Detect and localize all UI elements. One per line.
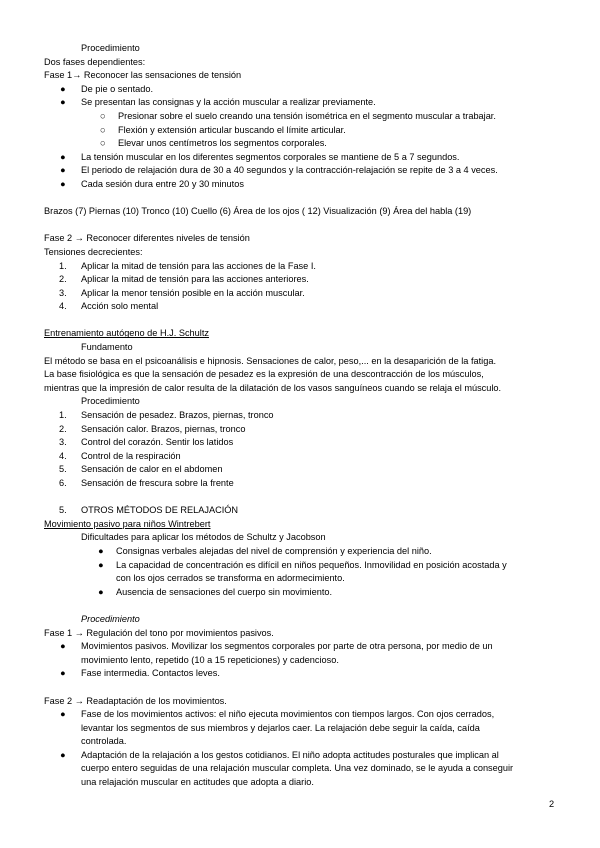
list-item: ● La capacidad de concentración es difícil en niños pequeños. Inmovilidad en posición acostada y con los ojos cerrados se transforma en adormecimiento. bbox=[98, 559, 507, 584]
numbered-item: 3. Aplicar la menor tensión posible en la acción muscular. bbox=[59, 287, 305, 298]
phase2-heading: Fase 2 → Readaptación de los movimientos. bbox=[44, 695, 227, 706]
circle-bullet-icon: ○ bbox=[100, 124, 106, 135]
bullet-icon: ● bbox=[60, 151, 66, 162]
section-title: 5. OTROS MÉTODOS DE RELAJACIÓN bbox=[59, 505, 239, 516]
bullet-icon: ● bbox=[60, 668, 66, 679]
bullet-icon: ● bbox=[60, 178, 66, 189]
paragraph-line: mientras que la impresión de calor resulta de la dilatación de los vasos sanguíneos cuando se relaja el músculo. bbox=[44, 382, 502, 393]
numbered-item: 3. Control del corazón. Sentir los latidos bbox=[59, 437, 234, 448]
procedure-heading: Procedimiento bbox=[81, 43, 140, 53]
procedure-heading: Procedimiento bbox=[81, 396, 140, 407]
sub-list-item: ○ Elevar unos centímetros los segmentos corporales. bbox=[44, 137, 556, 151]
bullet-icon: ● bbox=[98, 559, 104, 570]
decreasing-tensions-label: Tensiones decrecientes: bbox=[44, 246, 143, 257]
list-item: ● Movimientos pasivos. Movilizar los segmentos corporales por parte de otra persona, por medio de un movimiento lento, repetido (10 a 15 repeticiones) y cadencioso. bbox=[60, 641, 493, 665]
numbered-item: 5. Sensación de calor en el abdomen bbox=[59, 464, 223, 475]
paragraph-line: La base fisiológica es que la sensación de pesadez es la expresión de una descontracción de los músculos, bbox=[44, 369, 484, 380]
sub-list-item: ○ Presionar sobre el suelo creando una tensión isométrica en el segmento muscular a trabajar. bbox=[44, 110, 556, 124]
numbered-item: 1. Sensación de pesadez. Brazos, piernas, tronco bbox=[59, 410, 274, 421]
wintrebert-subtitle: Movimiento pasivo para niños Wintrebert bbox=[44, 518, 211, 529]
list-item: ● Fase de los movimientos activos: el niño ejecuta movimientos con tiempos largos. Con ojos cerrados, levantar los segmentos de sus miembros y dejarlos caer. La relajación debe seguir la caída, caída controlada. bbox=[60, 709, 495, 747]
bullet-icon: ● bbox=[98, 545, 104, 556]
phase1-heading: Fase 1→ Reconocer las sensaciones de tensión bbox=[44, 70, 242, 81]
phase1-heading: Fase 1 → Regulación del tono por movimientos pasivos. bbox=[44, 627, 274, 638]
numbered-item: 2. Aplicar la mitad de tensión para las acciones anteriores. bbox=[59, 274, 309, 285]
phases-intro: Dos fases dependientes: bbox=[44, 56, 146, 67]
list-item: ● Consignas verbales alejadas del nivel de comprensión y experiencia del niño. bbox=[44, 545, 556, 559]
paragraph-line: El método se basa en el psicoanálisis e hipnosis. Sensaciones de calor, peso,... en la desaparición de la fatiga. bbox=[44, 355, 496, 366]
sub-list-item: ○ Flexión y extensión articular buscando el límite articular. bbox=[44, 124, 556, 138]
bullet-icon: ● bbox=[98, 586, 104, 597]
bullet-icon: ● bbox=[60, 83, 66, 94]
list-item: ● Se presentan las consignas y la acción muscular a realizar previamente. bbox=[44, 96, 556, 110]
numbered-item: 1. Aplicar la mitad de tensión para las acciones de la Fase I. bbox=[59, 260, 316, 271]
fundamento-heading: Fundamento bbox=[81, 342, 133, 353]
list-item: ● Fase intermedia. Contactos leves. bbox=[44, 667, 556, 681]
phase2-heading: Fase 2 → Reconocer diferentes niveles de tensión bbox=[44, 233, 250, 244]
bullet-icon: ● bbox=[60, 641, 66, 652]
circle-bullet-icon: ○ bbox=[100, 138, 106, 149]
list-item: ● Adaptación de la relajación a los gestos cotidianos. El niño adopta actitudes posturales que implican al cuerpo entero seguidas de una relajación muscular completa. Una vez dominado, se le ayuda a conseguir una relajación muscular en actitudes que adopta a diario. bbox=[60, 749, 514, 788]
bullet-icon: ● bbox=[60, 709, 66, 720]
list-item: ● De pie o sentado. bbox=[44, 83, 556, 97]
procedure-heading: Procedimiento bbox=[81, 613, 140, 624]
bullet-icon: ● bbox=[60, 749, 66, 760]
numbered-item: 4. Control de la respiración bbox=[59, 450, 181, 461]
list-item: ● Ausencia de sensaciones del cuerpo sin movimiento. bbox=[44, 586, 556, 600]
list-item: ● Cada sesión dura entre 20 y 30 minutos bbox=[44, 178, 556, 192]
numbered-item: 4. Acción solo mental bbox=[59, 301, 159, 312]
bullet-icon: ● bbox=[60, 97, 66, 108]
numbered-item: 6. Sensación de frescura sobre la frente bbox=[59, 478, 234, 488]
page-number: 2 bbox=[549, 799, 555, 809]
numbered-item: 2. Sensación calor. Brazos, piernas, tronco bbox=[59, 423, 246, 434]
difficulties-heading: Dificultades para aplicar los métodos de Schultz y Jacobson bbox=[81, 532, 326, 543]
circle-bullet-icon: ○ bbox=[100, 110, 106, 121]
body-parts-line: Brazos (7) Piernas (10) Tronco (10) Cuello (6) Área de los ojos ( 12) Visualización (9) Área del habla (19) bbox=[44, 206, 472, 217]
list-item: ● El periodo de relajación dura de 30 a 40 segundos y la contracción-relajación se repite de 3 a 4 veces. bbox=[44, 164, 556, 178]
page-content bbox=[44, 42, 556, 790]
list-item: ● La tensión muscular en los diferentes segmentos corporales se mantiene de 5 a 7 segundos. bbox=[44, 151, 556, 165]
bullet-icon: ● bbox=[60, 165, 66, 176]
schultz-title: Entrenamiento autógeno de H.J. Schultz bbox=[44, 328, 209, 339]
